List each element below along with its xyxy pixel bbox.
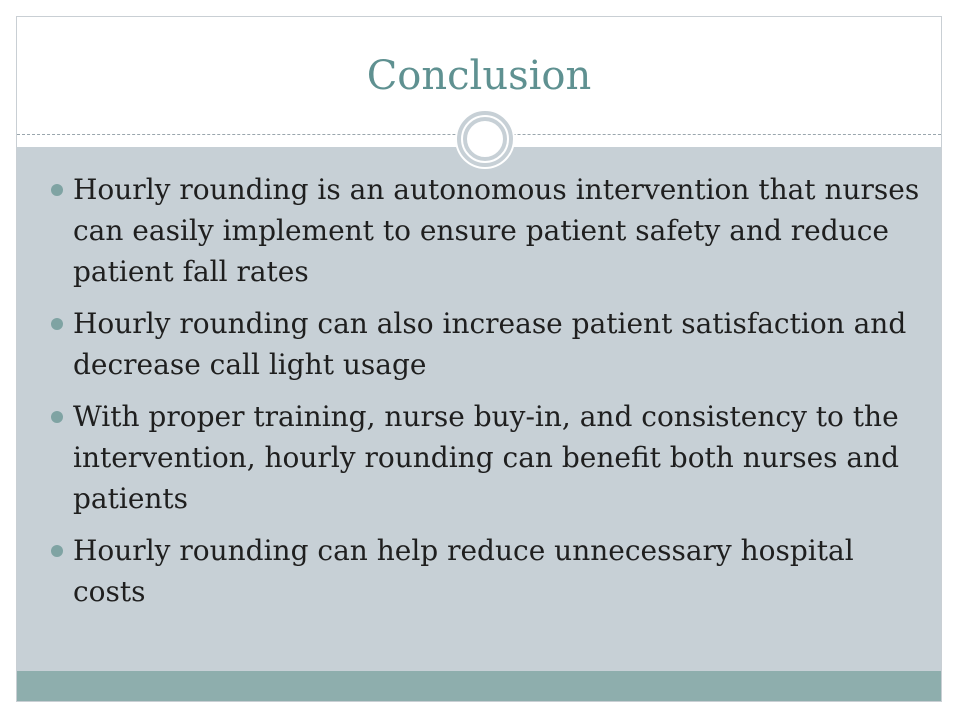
bullet-dot-icon [51, 318, 63, 330]
bullet-item [51, 530, 921, 612]
bullet-item [51, 169, 921, 292]
bullet-item [51, 303, 921, 385]
ring-icon [455, 109, 515, 169]
bullet-dot-icon [51, 411, 63, 423]
slide-title: Conclusion [366, 53, 592, 99]
footer-band [17, 671, 941, 702]
bullet-dot-icon [51, 184, 63, 196]
bullet-dot-icon [51, 545, 63, 557]
bullet-text: Hourly rounding is an autonomous intervention that nurses can easily implement to ensure patient safety and reduce patient fall rates [73, 173, 920, 288]
bullet-text: Hourly rounding can also increase patient satisfaction and decrease call light usage [73, 307, 907, 381]
bullet-text: With proper training, nurse buy-in, and consistency to the intervention, hourly rounding can benefit both nurses and patients [73, 400, 900, 515]
slide-frame [16, 16, 942, 702]
bullet-list [51, 169, 921, 623]
bullet-text: Hourly rounding can help reduce unnecessary hospital costs [73, 534, 854, 608]
bullet-item [51, 396, 921, 519]
